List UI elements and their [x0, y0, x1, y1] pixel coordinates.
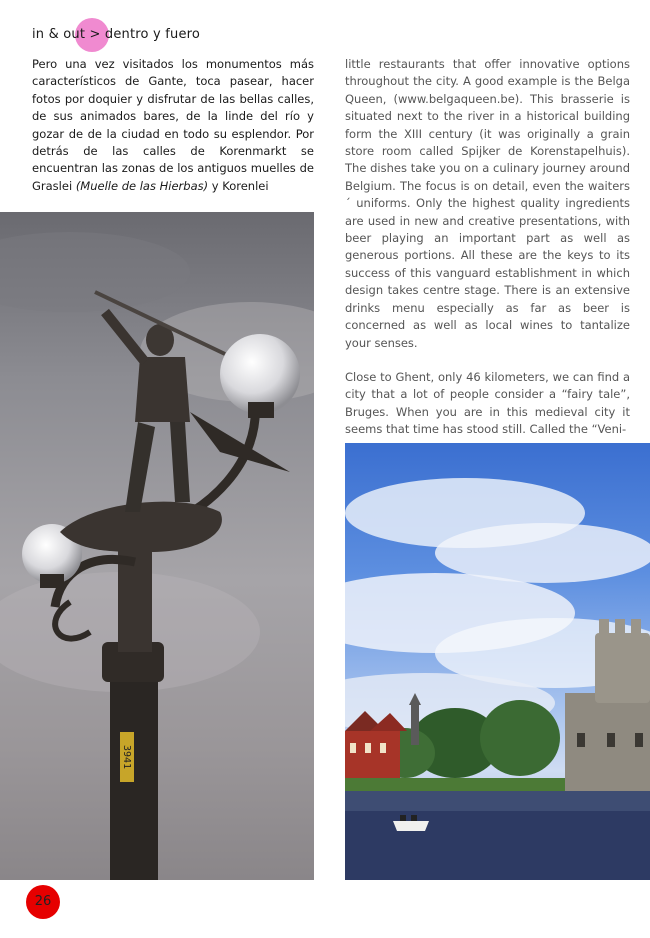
castle-canal-photo	[345, 443, 650, 880]
left-paragraph	[32, 56, 314, 195]
left-paragraph-text: Pero una vez visitados los monumentos más característicos de Gante, toca pasear, hacer fotos por doquier y disfrutar de las bellas calles, de sus animados bares, de la linde del río y gozar de de la ciudad en todo su esplendor. Por detrás de las calles de Korenmarkt se encuentran las zonas de los antiguos muelles de Graslei	[32, 57, 314, 193]
italic-phrase: (Muelle de las Hierbas)	[75, 178, 209, 193]
right-paragraph-1: little restaurants that offer innovative options throughout the city. A good example is the Belga Queen, (www.belgaqueen.be). This brasserie is situated next to the river in a historical building form the XIII century (it was originally a grain store room called Spijker de Korenstapelhuis). The dishes take you on a culinary journey around Belgium. The focus is on detail, even the waiters´ uniforms. Only the highest quality ingredients are used in new and creative presentations, with beer playing an important part as well as generous portions. All these are the keys to its success of this vanguard establishment in which design takes centre stage. There is an extensive drinks menu especially as far as beer is concerned as well as local wines to tantalize your senses.	[345, 57, 630, 350]
page-number-badge: 26	[26, 885, 60, 919]
section-title: in & out > dentro y fuero	[32, 27, 201, 42]
right-text-column	[345, 56, 630, 456]
section-header	[32, 24, 200, 48]
left-text-column	[32, 56, 314, 195]
lamppost-statue-photo	[0, 212, 314, 880]
pole-number-text: 3941	[121, 744, 132, 770]
right-paragraph-2: Close to Ghent, only 46 kilometers, we can find a city that a lot of people consider a “fairy tale”, Bruges. When you are in this medieval city it seems that time has stood still. Called the “Veni-	[345, 369, 630, 437]
lamppost-illustration	[0, 212, 314, 880]
left-paragraph-tail: y Korenlei	[208, 178, 269, 193]
castle-canal-illustration	[345, 443, 650, 880]
